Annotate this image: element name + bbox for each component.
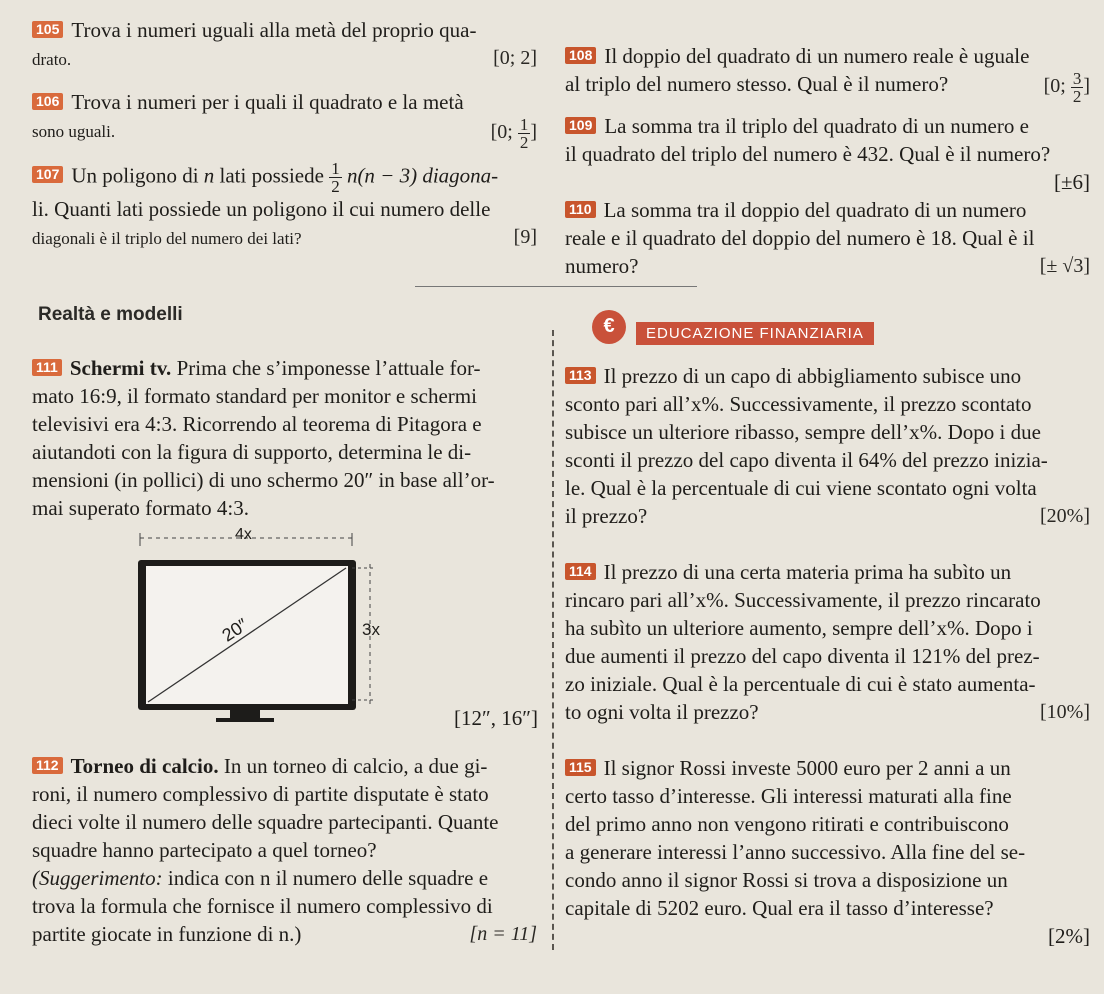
exercise-110: 110 La somma tra il doppio del quadrato di un numero reale e il quadrato del doppio del numero è 18. Qual è il numero? [± √3]	[565, 198, 1090, 278]
exercise-number: 106	[32, 93, 63, 110]
answer: [0; 2]	[493, 47, 537, 69]
euro-icon: €	[592, 310, 626, 344]
height-label: 3x	[362, 620, 380, 639]
exercise-105: 105 Trova i numeri uguali alla metà del proprio qua- drato. [0; 2]	[32, 16, 537, 74]
exercise-115: 115 Il signor Rossi investe 5000 euro per 2 anni a un certo tasso d’interesse. Gli interessi maturati alla fine del primo anno non vengono ritirati e contribuiscono a generare interessi l’anno successivo. Alla fine del se- condo anno il signor Rossi si trova a disposizione un capitale di 5202 euro. Qual era il tasso d’interesse? [2%]	[565, 756, 1090, 948]
exercise-number: 108	[565, 47, 596, 64]
exercise-number: 109	[565, 117, 596, 134]
answer: [0; $\frac{1}{2}$ ]	[490, 115, 537, 152]
answer: [12″, 16″]	[454, 706, 538, 730]
divider	[415, 286, 697, 287]
exercise-title: Torneo di calcio.	[70, 754, 219, 778]
exercise-113: 113 Il prezzo di un capo di abbigliamento subisce uno sconto pari all’x%. Successivamente, il prezzo scontato subisce un ulteriore ribasso, sempre dell’x%. Dopo i due sconti il prezzo del capo diventa il 64% del prezzo inizia- le. Qual è la percentuale di cui viene scontato ogni volta il prezzo? [20%]	[565, 364, 1090, 528]
exercise-109: 109 La somma tra il triplo del quadrato di un numero e il quadrato del triplo del numero è 432. Qual è il numero? [±6]	[565, 114, 1090, 194]
exercise-number: 110	[565, 201, 596, 218]
answer: [9]	[513, 226, 537, 248]
exercise-111: 111 Schermi tv. Prima che s’imponesse l’attuale for- mato 16:9, il formato standard per monitor e schermi televisivi era 4:3. Ricorrendo al teorema di Pitagora e aiutandoti con la figura di supporto, determina le di- mensioni (in pollici) di uno schermo 20″ in base all’or- mai superato formato 4:3.	[32, 356, 495, 520]
answer: [20%]	[1040, 505, 1090, 527]
exercise-112: 112 Torneo di calcio. In un torneo di calcio, a due gi- roni, il numero complessivo di partite disputate è stato dieci volte il numero delle squadre partecipanti. Quante squadre hanno partecipato a quel torneo? (Suggerimento: indica con n il numero delle squadre e trova la formula che fornisce il numero complessivo di partite giocate in funzione di n.) [n = 11]	[32, 754, 537, 946]
exercise-number: 105	[32, 21, 63, 38]
answer: [±6]	[1053, 170, 1090, 194]
tv-figure	[130, 528, 410, 733]
financial-education-label: EDUCAZIONE FINANZIARIA	[636, 322, 874, 345]
exercise-number: 113	[565, 367, 596, 384]
answer: [n = 11]	[469, 923, 537, 945]
answer: [10%]	[1040, 701, 1090, 723]
exercise-111-answer	[420, 704, 538, 732]
exercise-106: 106 Trova i numeri per i quali il quadrato e la metà sono uguali. [0; $\frac{1}{2}$ ]	[32, 90, 537, 152]
diagonal-label: 20″	[218, 614, 252, 646]
answer: [2%]	[1048, 924, 1090, 948]
exercise-number: 111	[32, 359, 62, 376]
width-label: 4x	[235, 526, 252, 543]
answer: [0; $\frac{3}{2}$ ]	[1043, 69, 1090, 106]
column-divider	[552, 330, 554, 950]
financial-education-header	[592, 308, 874, 345]
exercise-108: 108 Il doppio del quadrato di un numero reale è uguale al triplo del numero stesso. Qual è il numero? [0; $\frac{3}{2}$ ]	[565, 44, 1090, 106]
exercise-number: 115	[565, 759, 596, 776]
exercise-number: 107	[32, 166, 63, 183]
section-title: Realtà e modelli	[38, 304, 183, 325]
answer: [± √3]	[1039, 255, 1090, 277]
exercise-number: 114	[565, 563, 596, 580]
exercise-114: 114 Il prezzo di una certa materia prima ha subìto un rincaro pari all’x%. Successivamente, il prezzo rincarato ha subìto un ulteriore aumento, sempre dell’x%. Dopo i due aumenti il prezzo del capo diventa il 121% del prez- zo iniziale. Qual è la percentuale di cui è stato aumenta- to ogni volta il prezzo? [10%]	[565, 560, 1090, 724]
exercise-107: 107 Un poligono di n lati possiede $\frac{1}{2}$ n(n − 3) diagona- li. Quanti lati possiede un poligono il cui numero delle diagonali è il triplo del numero dei lati? [9]	[32, 160, 537, 253]
exercise-title: Schermi tv.	[69, 356, 172, 380]
exercise-number: 112	[32, 757, 63, 774]
